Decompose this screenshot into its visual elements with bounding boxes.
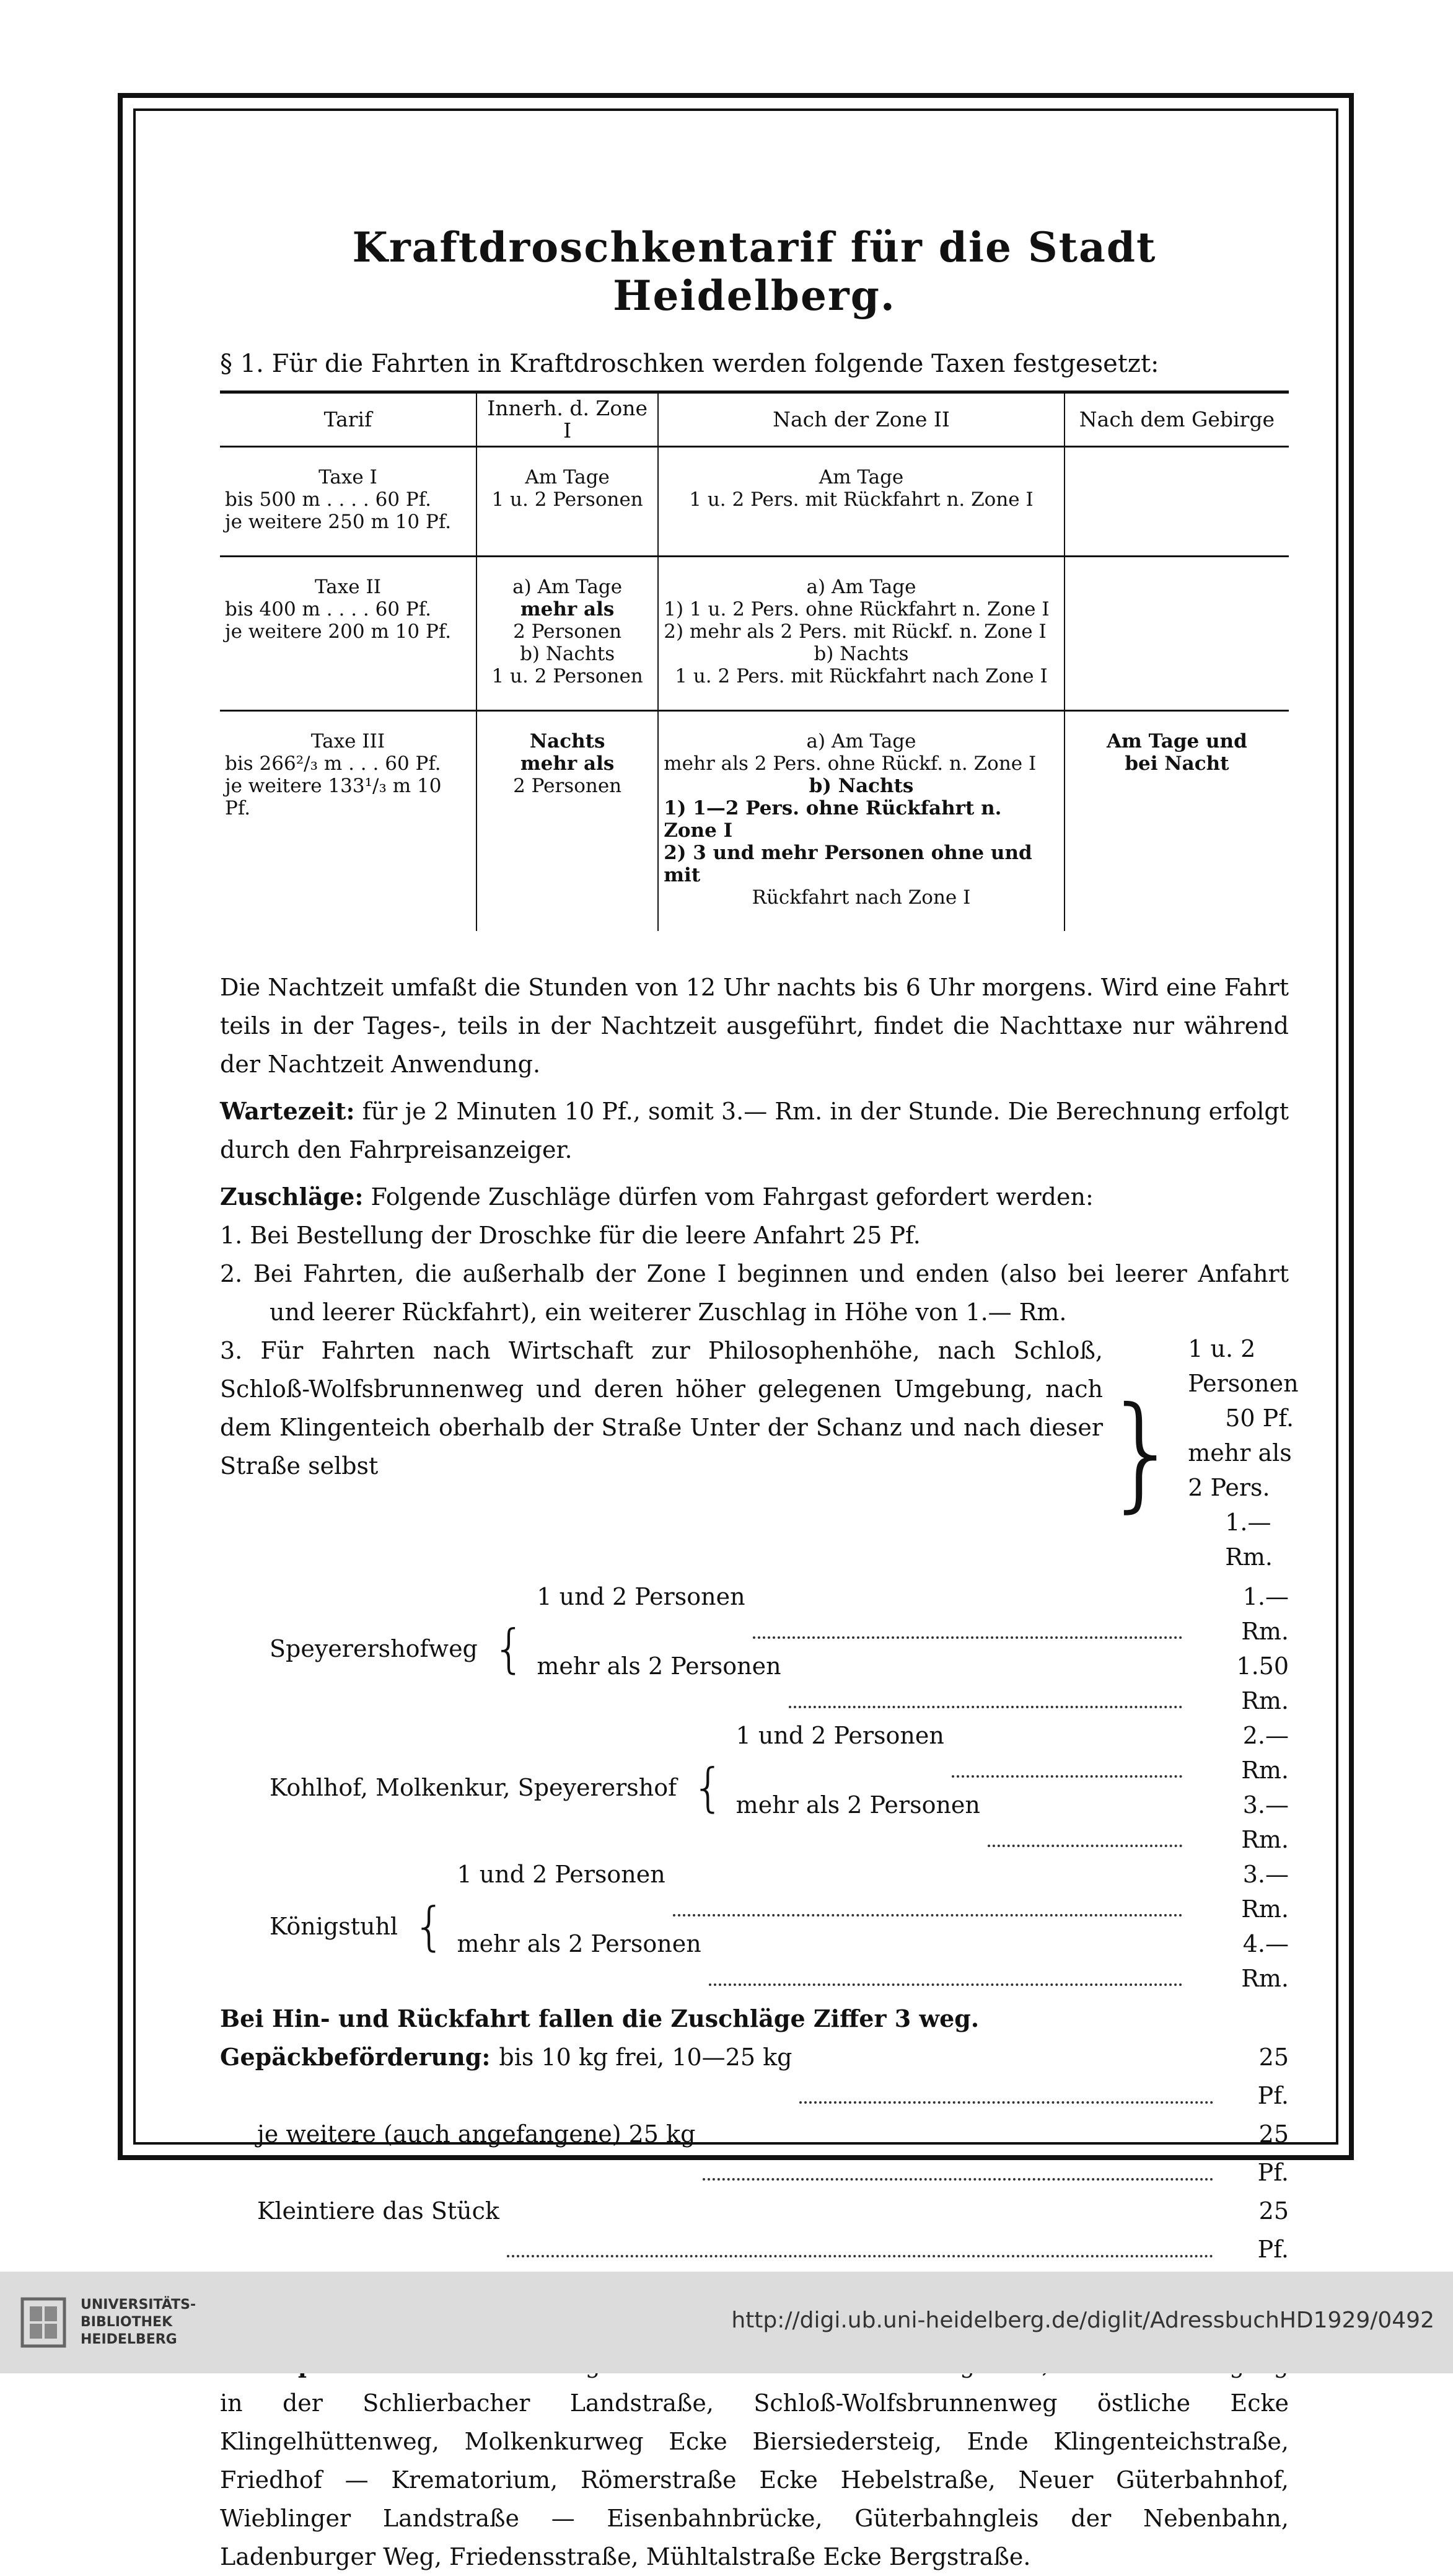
cell-line: mehr als [520, 598, 615, 620]
zuschlag-item-3-prices [1103, 1331, 1299, 1574]
cell-line: 1) 1—2 Pers. ohne Rückfahrt n. Zone I [664, 797, 1002, 842]
tarif-line: je weitere 250 m 10 Pf. [225, 511, 452, 533]
place-name: Speyerershofweg [270, 1635, 478, 1662]
logo-line: UNIVERSITÄTS- [81, 2297, 196, 2313]
table-header-row [220, 392, 1289, 447]
brace-glyph: { [492, 1618, 526, 1679]
place-row [270, 1579, 1289, 1718]
place-option [736, 1788, 1289, 1857]
zone2-cell [658, 711, 1065, 932]
header-zone1: Innerh. d. Zone I [476, 392, 658, 447]
place-name: Kohlhof, Molkenkur, Speyerershof [270, 1774, 677, 1801]
cell-line: bei Nacht [1125, 752, 1229, 775]
cell-line: b) Nachts [520, 643, 615, 665]
brace-glyph: } [1103, 1380, 1182, 1525]
zuschlag-item-3 [220, 1331, 1299, 1574]
intro-paragraph: § 1. Für die Fahrten in Kraftdroschken werden folgende Taxen festgesetzt: [220, 350, 1159, 378]
library-logo [19, 2294, 196, 2351]
place-option [457, 1857, 1289, 1926]
tarif-line: bis 400 m . . . . 60 Pf. [225, 598, 432, 620]
zone1-cell [476, 447, 658, 557]
grenzpunkte-text: in der Schlierbacher Landstraße, Schloß-Wolfsbrunnenweg östliche Ecke Klingelhüttenweg, Molkenkurweg Ecke Biersiedersteig, Ende Klingenteichstraße, Friedhof — Krematorium, Römerstraße Ecke Hebelstraße, Neuer Güterbahnhof, Wieblinger Landstraße — Eisenbahnbrücke, Güterbahngleis der Nebenbahn, Ladenburger Weg, Friedensstraße, Mühltalstraße Ecke Bergstraße. [220, 2389, 1289, 2570]
gepaeck-price: 25 Pf. [1257, 2197, 1289, 2263]
library-seal-icon [19, 2294, 68, 2351]
option-desc: mehr als 2 Personen [735, 1791, 980, 1819]
option-price: 3.— Rm. [1241, 1861, 1289, 1923]
option-price: 1.— Rm. [1241, 1583, 1289, 1645]
header-gebirge: Nach dem Gebirge [1065, 392, 1289, 447]
cell-line: 1 u. 2 Personen [491, 488, 643, 511]
cell-line: b) Nachts [814, 643, 909, 665]
option-desc: 1 und 2 Personen [537, 1583, 745, 1610]
option-price: 2.— Rm. [1241, 1722, 1289, 1784]
document-content [220, 223, 1299, 2576]
cell-line: 2) mehr als 2 Pers. mit Rückf. n. Zone I [664, 620, 1047, 643]
cell-line: 1 u. 2 Pers. mit Rückfahrt n. Zone I [689, 488, 1034, 511]
viewer-footer [0, 2272, 1453, 2373]
place-option [537, 1649, 1289, 1718]
zuschlaege-label: Zuschläge: [220, 1183, 364, 1211]
brace-glyph: { [691, 1757, 725, 1818]
header-zone2: Nach der Zone II [658, 392, 1065, 447]
zuschlaege-heading [220, 1178, 1289, 1216]
wartezeit-paragraph [220, 1092, 1289, 1169]
place-row [270, 1718, 1289, 1857]
gepaeck-price: 25 Pf. [1257, 2120, 1289, 2186]
tarif-line: bis 500 m . . . . 60 Pf. [225, 488, 432, 511]
cell-line: Nachts [529, 730, 605, 752]
cell-line: Am Tage [525, 466, 610, 488]
page-title: Kraftdroschkentarif für die Stadt Heidelberg. [352, 223, 1157, 320]
tarif-cell [220, 557, 476, 711]
tarif-name: Taxe II [315, 576, 381, 598]
table-row [220, 447, 1289, 557]
source-url-link[interactable]: http://digi.ub.uni-heidelberg.de/diglit/AdressbuchHD1929/0492 [731, 2308, 1434, 2333]
zuschlag-item-1: 1. Bei Bestellung der Droschke für die leere Anfahrt 25 Pf. [220, 1222, 921, 1249]
zuschlaege-text: Folgende Zuschläge dürfen vom Fahrgast gefordert werden: [371, 1183, 1094, 1211]
option-desc: mehr als 2 Personen [537, 1652, 781, 1680]
grenzpunkte-paragraph [220, 2345, 1289, 2576]
option-price: 4.— Rm. [1241, 1930, 1289, 1992]
hin-rueck-note: Bei Hin- und Rückfahrt fallen die Zuschläge Ziffer 3 weg. [220, 2005, 980, 2032]
cell-line: mehr als 2 Pers. ohne Rückf. n. Zone I [664, 752, 1037, 775]
option-desc: mehr als 2 Personen [457, 1930, 701, 1957]
places-list [220, 1579, 1289, 1996]
gepaeck-section [220, 2038, 1289, 2269]
zuschlag-item-2: 2. Bei Fahrten, die außerhalb der Zone I beginnen und enden (also bei leerer Anfahrt und leerer Rückfahrt), ein weiterer Zuschlag in Höhe von 1.— Rm. [220, 1260, 1289, 1326]
tariff-table [220, 390, 1289, 931]
tarif-line: je weitere 200 m 10 Pf. [225, 620, 452, 643]
side-line: 1.— Rm. [1225, 1509, 1273, 1571]
table-row [220, 711, 1289, 932]
place-row [270, 1857, 1289, 1996]
side-line: mehr als 2 Pers. [1188, 1439, 1292, 1501]
cell-line: Am Tage [819, 466, 904, 488]
tarif-cell [220, 711, 476, 932]
zone1-cell [476, 557, 658, 711]
zone2-cell [658, 557, 1065, 711]
gepaeck-desc: je weitere (auch angefangene) 25 kg [257, 2120, 696, 2148]
gepaeck-desc: Kleintiere das Stück [257, 2197, 499, 2225]
logo-line: HEIDELBERG [81, 2332, 177, 2347]
cell-line: 2) 3 und mehr Personen ohne und mit [664, 842, 1032, 886]
gepaeck-label: Gepäckbeförderung: [220, 2043, 491, 2071]
place-option [457, 1926, 1289, 1996]
gepaeck-desc: bis 10 kg frei, 10—25 kg [499, 2044, 792, 2071]
zuschlag-item-3-text: 3. Für Fahrten nach Wirtschaft zur Philosophenhöhe, nach Schloß, Schloß-Wolfsbrunnenweg und deren höher gelegenen Umgebung, nach dem Klingenteich oberhalb der Straße Unter der Schanz und nach dieser Straße selbst [220, 1337, 1103, 1480]
cell-line: 1) 1 u. 2 Pers. ohne Rückfahrt n. Zone I [664, 598, 1050, 620]
cell-line: a) Am Tage [512, 576, 623, 598]
zone2-cell [658, 447, 1065, 557]
tarif-name: Taxe III [310, 730, 385, 752]
place-option [736, 1718, 1289, 1788]
option-desc: 1 und 2 Personen [457, 1861, 665, 1888]
cell-line: mehr als [520, 752, 615, 775]
tarif-line: bis 266²/₃ m . . . 60 Pf. [225, 752, 441, 775]
cell-line: 2 Personen [513, 775, 622, 797]
cell-line: a) Am Tage [806, 730, 916, 752]
brace-glyph: { [413, 1896, 446, 1957]
cell-line: Rückfahrt nach Zone I [752, 886, 971, 909]
option-price: 3.— Rm. [1241, 1791, 1289, 1853]
place-name: Königstuhl [270, 1913, 398, 1940]
tarif-line: je weitere 133¹/₃ m 10 Pf. [225, 775, 442, 819]
cell-line: 2 Personen [513, 620, 622, 643]
cell-line: Am Tage und [1106, 730, 1247, 752]
wartezeit-label: Wartezeit: [220, 1097, 355, 1125]
logo-line: BIBLIOTHEK [81, 2314, 173, 2330]
option-desc: 1 und 2 Personen [735, 1722, 944, 1749]
tarif-cell [220, 447, 476, 557]
table-row [220, 557, 1289, 711]
gebirge-cell [1065, 557, 1289, 711]
cell-line: 1 u. 2 Personen [491, 665, 643, 687]
gepaeck-price: 25 Pf. [1257, 2044, 1289, 2109]
gepaeck-line [220, 2192, 1289, 2269]
header-tarif: Tarif [220, 392, 476, 447]
zone1-cell [476, 711, 658, 932]
place-option [537, 1579, 1289, 1649]
gepaeck-line [220, 2038, 1289, 2115]
cell-line: a) Am Tage [806, 576, 916, 598]
nachtzeit-paragraph: Die Nachtzeit umfaßt die Stunden von 12 Uhr nachts bis 6 Uhr morgens. Wird eine Fahrt teils in der Tages-, teils in der Nachtzeit ausgeführt, findet die Nachttaxe nur während der Nachtzeit Anwendung. [220, 974, 1289, 1078]
cell-line: b) Nachts [809, 775, 914, 797]
side-line: 1 u. 2 Personen [1188, 1335, 1299, 1397]
gebirge-cell [1065, 447, 1289, 557]
side-line: 50 Pf. [1225, 1405, 1294, 1432]
cell-line: 1 u. 2 Pers. mit Rückfahrt nach Zone I [675, 665, 1048, 687]
gebirge-cell [1065, 711, 1289, 932]
gepaeck-line [220, 2115, 1289, 2192]
tarif-name: Taxe I [318, 466, 377, 488]
option-price: 1.50 Rm. [1236, 1652, 1289, 1714]
wartezeit-text: für je 2 Minuten 10 Pf., somit 3.— Rm. in der Stunde. Die Berechnung erfolgt durch den Fahrpreisanzeiger. [220, 1098, 1289, 1163]
